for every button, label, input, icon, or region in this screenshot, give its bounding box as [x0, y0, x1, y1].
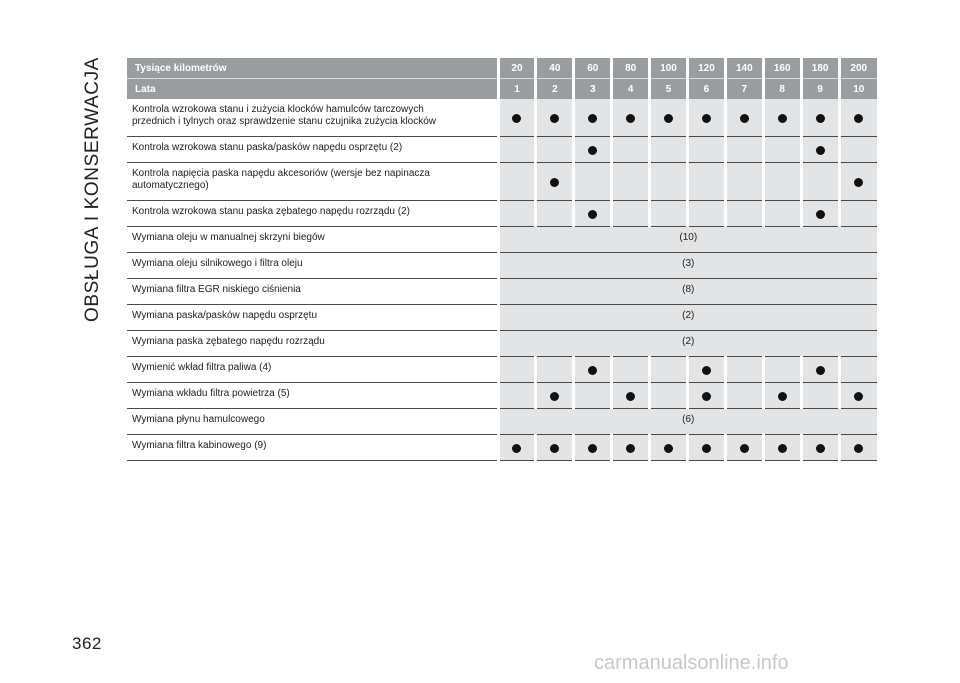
- kilometers-header-value: 200: [839, 58, 877, 79]
- interval-cell: [839, 435, 877, 461]
- interval-cell: [536, 99, 574, 137]
- row-label: [127, 305, 498, 331]
- interval-note: (8): [498, 279, 877, 305]
- interval-cell: [498, 357, 536, 383]
- interval-cell: [725, 137, 763, 163]
- row-label-line: Kontrola wzrokowa stanu paska zębatego napędu rozrządu (2): [132, 206, 410, 217]
- table-row: [127, 409, 877, 435]
- interval-cell: [763, 163, 801, 201]
- interval-cell: [536, 163, 574, 201]
- interval-cell: [574, 435, 612, 461]
- bullet-dot-icon: [588, 210, 597, 219]
- interval-cell: [650, 137, 688, 163]
- row-label-line: automatycznego): [132, 180, 209, 191]
- interval-cell: [536, 435, 574, 461]
- kilometers-header-value: 180: [801, 58, 839, 79]
- years-header-value: 6: [687, 79, 725, 100]
- interval-cell: [763, 201, 801, 227]
- bullet-dot-icon: [588, 146, 597, 155]
- interval-cell: [574, 201, 612, 227]
- table-row: [127, 331, 877, 357]
- row-label: [127, 383, 498, 409]
- interval-cell: [801, 435, 839, 461]
- interval-cell: [725, 357, 763, 383]
- bullet-dot-icon: [626, 444, 635, 453]
- bullet-dot-icon: [854, 444, 863, 453]
- interval-cell: [801, 137, 839, 163]
- years-header-value: 3: [574, 79, 612, 100]
- row-label: [127, 163, 498, 201]
- interval-cell: [839, 201, 877, 227]
- interval-cell: [763, 99, 801, 137]
- interval-cell: [687, 99, 725, 137]
- interval-cell: [536, 357, 574, 383]
- bullet-dot-icon: [588, 114, 597, 123]
- watermark: carmanualsonline.info: [594, 652, 789, 674]
- interval-cell: [839, 383, 877, 409]
- bullet-dot-icon: [778, 444, 787, 453]
- interval-cell: [839, 99, 877, 137]
- row-label: [127, 435, 498, 461]
- row-label-line: Wymiana paska zębatego napędu rozrządu: [132, 336, 325, 347]
- years-header-value: 10: [839, 79, 877, 100]
- interval-cell: [612, 357, 650, 383]
- interval-cell: [687, 435, 725, 461]
- row-label: [127, 227, 498, 253]
- bullet-dot-icon: [512, 114, 521, 123]
- interval-cell: [498, 435, 536, 461]
- bullet-dot-icon: [816, 114, 825, 123]
- interval-note: (2): [498, 305, 877, 331]
- interval-cell: [536, 201, 574, 227]
- kilometers-header-value: 60: [574, 58, 612, 79]
- kilometers-header-value: 100: [650, 58, 688, 79]
- row-label-line: Wymiana oleju w manualnej skrzyni biegów: [132, 232, 325, 243]
- interval-note: (6): [498, 409, 877, 435]
- bullet-dot-icon: [664, 444, 673, 453]
- row-label: [127, 409, 498, 435]
- table-row: [127, 383, 877, 409]
- bullet-dot-icon: [816, 210, 825, 219]
- interval-cell: [536, 137, 574, 163]
- row-label-line: Wymiana filtra kabinowego (9): [132, 440, 267, 451]
- bullet-dot-icon: [702, 114, 711, 123]
- interval-cell: [536, 383, 574, 409]
- row-label-line: przednich i tylnych oraz sprawdzenie stanu czujnika zużycia klocków: [132, 116, 437, 127]
- interval-cell: [725, 435, 763, 461]
- bullet-dot-icon: [626, 392, 635, 401]
- interval-cell: [839, 163, 877, 201]
- interval-cell: [801, 357, 839, 383]
- bullet-dot-icon: [550, 392, 559, 401]
- table-row: [127, 435, 877, 461]
- interval-cell: [725, 163, 763, 201]
- interval-cell: [801, 99, 839, 137]
- bullet-dot-icon: [702, 366, 711, 375]
- row-label: [127, 99, 498, 137]
- interval-cell: [612, 137, 650, 163]
- row-label-line: Wymiana paska/pasków napędu osprzętu: [132, 310, 318, 321]
- interval-note: (3): [498, 253, 877, 279]
- interval-cell: [725, 99, 763, 137]
- years-header-value: 4: [612, 79, 650, 100]
- interval-cell: [612, 201, 650, 227]
- interval-cell: [763, 357, 801, 383]
- interval-cell: [612, 163, 650, 201]
- interval-cell: [725, 383, 763, 409]
- interval-cell: [687, 137, 725, 163]
- kilometers-header-value: 120: [687, 58, 725, 79]
- kilometers-header-row: [127, 58, 877, 79]
- bullet-dot-icon: [512, 444, 521, 453]
- kilometers-header-value: 40: [536, 58, 574, 79]
- row-label: [127, 357, 498, 383]
- interval-cell: [498, 99, 536, 137]
- table-row: [127, 357, 877, 383]
- interval-cell: [801, 201, 839, 227]
- page-number: 362: [72, 634, 102, 653]
- row-label-line: Kontrola napięcia paska napędu akcesoriów (wersje bez napinacza: [132, 168, 430, 179]
- years-header-value: 2: [536, 79, 574, 100]
- bullet-dot-icon: [816, 146, 825, 155]
- row-label-line: Wymiana filtra EGR niskiego ciśnienia: [132, 284, 301, 295]
- row-label-line: Wymiana wkładu filtra powietrza (5): [132, 388, 290, 399]
- interval-note: (10): [498, 227, 877, 253]
- years-header-label: Lata: [127, 79, 498, 100]
- row-label-line: Wymienić wkład filtra paliwa (4): [132, 362, 272, 373]
- table-row: [127, 99, 877, 137]
- bullet-dot-icon: [626, 114, 635, 123]
- interval-cell: [574, 383, 612, 409]
- table-row: [127, 201, 877, 227]
- interval-cell: [650, 99, 688, 137]
- interval-cell: [612, 99, 650, 137]
- kilometers-header-value: 160: [763, 58, 801, 79]
- years-header-value: 7: [725, 79, 763, 100]
- table-row: [127, 305, 877, 331]
- table-row: [127, 279, 877, 305]
- row-label-line: Wymiana oleju silnikowego i filtra oleju: [132, 258, 303, 269]
- interval-cell: [612, 383, 650, 409]
- bullet-dot-icon: [702, 444, 711, 453]
- table-row: [127, 253, 877, 279]
- interval-cell: [687, 357, 725, 383]
- interval-cell: [650, 201, 688, 227]
- interval-cell: [839, 137, 877, 163]
- interval-cell: [801, 383, 839, 409]
- interval-cell: [650, 357, 688, 383]
- years-header-value: 1: [498, 79, 536, 100]
- years-header-row: [127, 79, 877, 100]
- interval-cell: [687, 201, 725, 227]
- kilometers-header-value: 80: [612, 58, 650, 79]
- bullet-dot-icon: [778, 392, 787, 401]
- interval-cell: [687, 383, 725, 409]
- years-header-value: 8: [763, 79, 801, 100]
- table-row: [127, 137, 877, 163]
- row-label: [127, 253, 498, 279]
- interval-cell: [839, 357, 877, 383]
- interval-cell: [763, 137, 801, 163]
- interval-cell: [612, 435, 650, 461]
- interval-cell: [725, 201, 763, 227]
- bullet-dot-icon: [816, 366, 825, 375]
- table-row: [127, 163, 877, 201]
- interval-cell: [763, 435, 801, 461]
- interval-cell: [687, 163, 725, 201]
- bullet-dot-icon: [854, 392, 863, 401]
- bullet-dot-icon: [740, 114, 749, 123]
- kilometers-header-value: 20: [498, 58, 536, 79]
- interval-cell: [650, 383, 688, 409]
- years-header-value: 5: [650, 79, 688, 100]
- row-label: [127, 201, 498, 227]
- table-row: [127, 227, 877, 253]
- row-label-line: Kontrola wzrokowa stanu paska/pasków napędu osprzętu (2): [132, 142, 403, 153]
- interval-note: (2): [498, 331, 877, 357]
- interval-cell: [498, 201, 536, 227]
- bullet-dot-icon: [550, 114, 559, 123]
- bullet-dot-icon: [664, 114, 673, 123]
- interval-cell: [801, 163, 839, 201]
- bullet-dot-icon: [550, 444, 559, 453]
- bullet-dot-icon: [740, 444, 749, 453]
- kilometers-header-label: Tysiące kilometrów: [127, 58, 498, 79]
- interval-cell: [574, 99, 612, 137]
- row-label: [127, 279, 498, 305]
- bullet-dot-icon: [778, 114, 787, 123]
- bullet-dot-icon: [854, 178, 863, 187]
- bullet-dot-icon: [854, 114, 863, 123]
- interval-cell: [574, 163, 612, 201]
- maintenance-schedule-table: [127, 58, 877, 461]
- interval-cell: [763, 383, 801, 409]
- bullet-dot-icon: [588, 366, 597, 375]
- interval-cell: [574, 137, 612, 163]
- section-side-title: OBSŁUGA I KONSERWACJA: [82, 57, 103, 322]
- interval-cell: [498, 137, 536, 163]
- row-label: [127, 137, 498, 163]
- interval-cell: [498, 383, 536, 409]
- bullet-dot-icon: [816, 444, 825, 453]
- bullet-dot-icon: [550, 178, 559, 187]
- interval-cell: [650, 435, 688, 461]
- row-label: [127, 331, 498, 357]
- row-label-line: Kontrola wzrokowa stanu i zużycia klocków hamulców tarczowych: [132, 104, 424, 115]
- bullet-dot-icon: [588, 444, 597, 453]
- years-header-value: 9: [801, 79, 839, 100]
- bullet-dot-icon: [702, 392, 711, 401]
- kilometers-header-value: 140: [725, 58, 763, 79]
- row-label-line: Wymiana płynu hamulcowego: [132, 414, 265, 425]
- interval-cell: [498, 163, 536, 201]
- interval-cell: [650, 163, 688, 201]
- interval-cell: [574, 357, 612, 383]
